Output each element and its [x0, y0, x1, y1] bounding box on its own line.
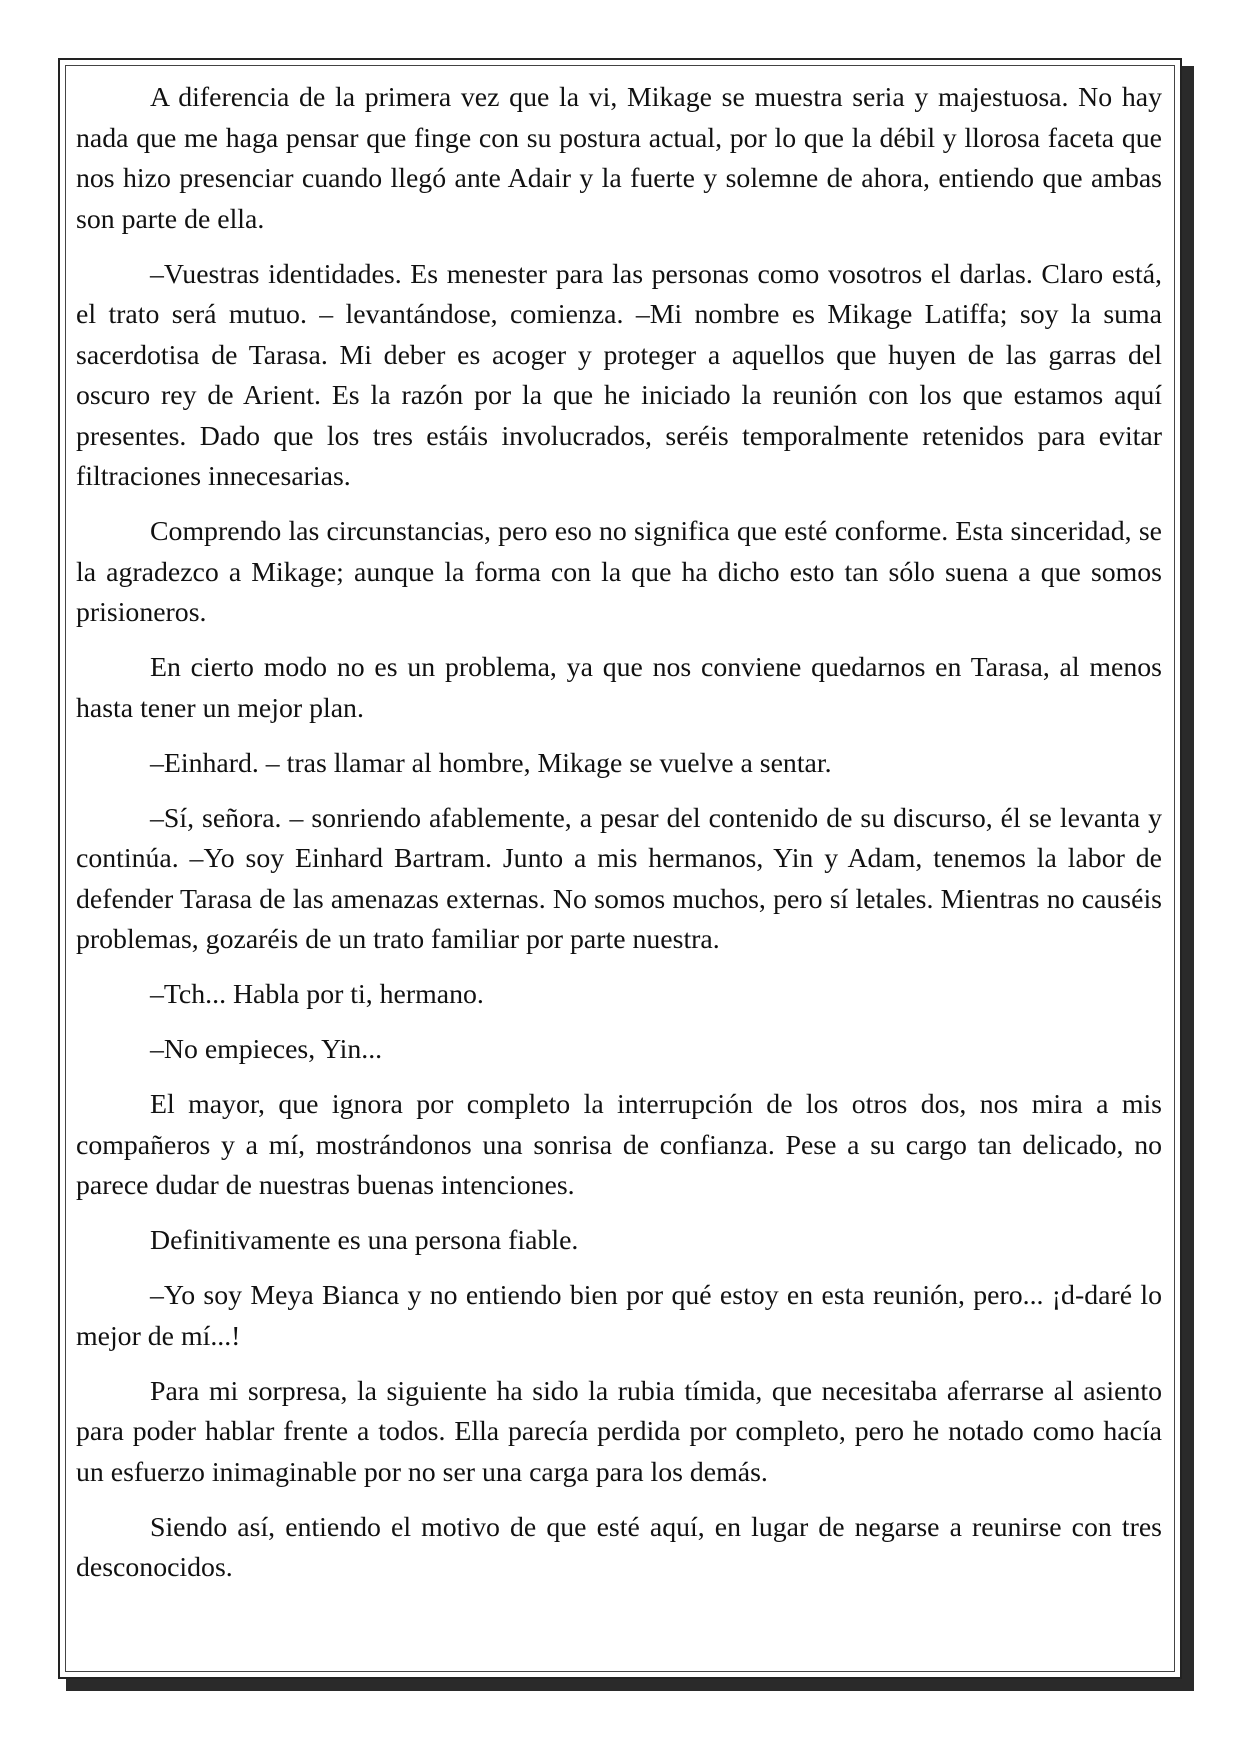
- paragraph: –No empieces, Yin...: [150, 1034, 383, 1065]
- paragraph: El mayor, que ignora por completo la interrupción de los otros dos, nos mira a mis compañeros y a mí, mostrándonos una sonrisa de confianza. Pese a su cargo tan delicado, no parece dudar de nuestras buenas intenciones.: [76, 1089, 1162, 1201]
- page-body: [76, 78, 1162, 1603]
- paragraph: Para mi sorpresa, la siguiente ha sido la rubia tímida, que necesitaba aferrarse al asiento para poder hablar frente a todos. Ella parecía perdida por completo, pero he notado como hacía un esfuerzo inimaginable por no ser una carga para los demás.: [76, 1375, 1162, 1488]
- paragraph: Siendo así, entiendo el motivo de que esté aquí, en lugar de negarse a reunirse con tres desconocidos.: [76, 1511, 1162, 1583]
- paragraph: –Yo soy Meya Bianca y no entiendo bien por qué estoy en esta reunión, pero... ¡d-daré lo mejor de mí...!: [76, 1280, 1162, 1352]
- paragraph: –Sí, señora. – sonriendo afablemente, a pesar del contenido de su discurso, él se levanta y continúa. –Yo soy Einhard Bartram. Junto a mis hermanos, Yin y Adam, tenemos la labor de defender Tarasa de las amenazas externas. No somos muchos, pero sí letales. Mientras no causéis problemas, gozaréis de un trato familiar por parte nuestra.: [76, 802, 1162, 955]
- paragraph: En cierto modo no es un problema, ya que nos conviene quedarnos en Tarasa, al menos hasta tener un mejor plan.: [76, 652, 1162, 724]
- paragraph: –Tch... Habla por ti, hermano.: [150, 979, 484, 1010]
- paragraph: Definitivamente es una persona fiable.: [150, 1225, 579, 1256]
- paragraph: –Einhard. – tras llamar al hombre, Mikage se vuelve a sentar.: [150, 747, 832, 779]
- paragraph: –Vuestras identidades. Es menester para las personas como vosotros el darlas. Claro está, el trato será mutuo. – levantándose, comienza. –Mi nombre es Mikage Latiffa; soy la suma sacerdotisa de Tarasa. Mi deber es acoger y proteger a aquellos que huyen de las garras del oscuro rey de Arient. Es la razón por la que he iniciado la reunión con los que estamos aquí presentes. Dado que los tres estáis involucrados, seréis temporalmente retenidos para evitar filtraciones innecesarias.: [76, 258, 1162, 492]
- paragraph: Comprendo las circunstancias, pero eso no significa que esté conforme. Esta sinceridad, se la agradezco a Mikage; aunque la forma con la que ha dicho esto tan sólo suena a que somos prisioneros.: [76, 516, 1162, 628]
- paragraph: A diferencia de la primera vez que la vi, Mikage se muestra seria y majestuosa. No hay nada que me haga pensar que finge con su postura actual, por lo que la débil y llorosa faceta que nos hizo presenciar cuando llegó ante Adair y la fuerte y solemne de ahora, entiendo que ambas son parte de ella.: [76, 82, 1162, 235]
- page-frame: [58, 58, 1182, 1679]
